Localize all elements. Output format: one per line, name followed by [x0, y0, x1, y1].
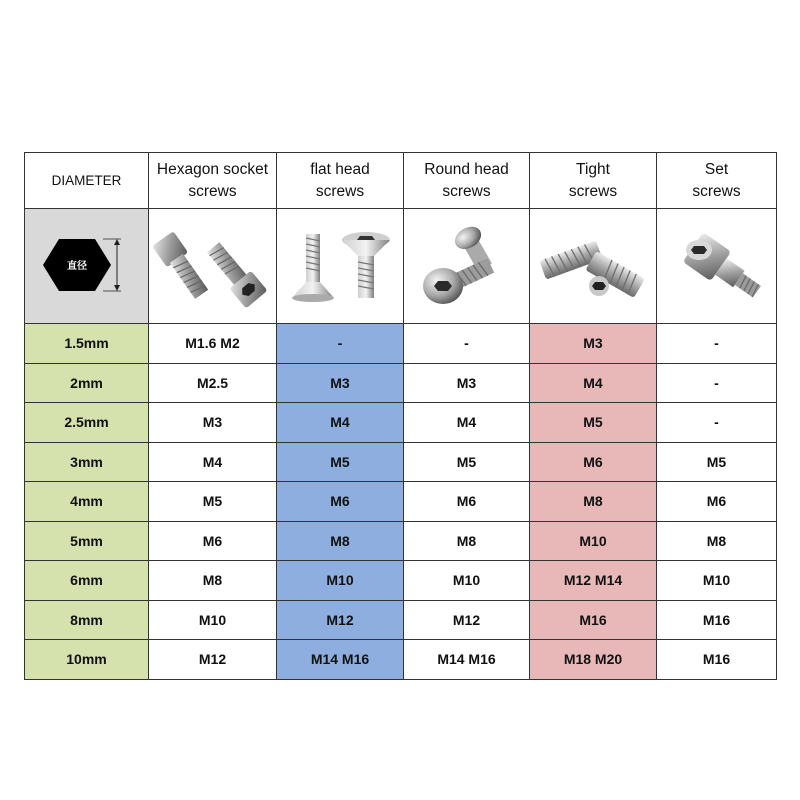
- screw-size-table: [24, 152, 777, 680]
- header-set: Set screws: [657, 153, 777, 209]
- cell-round-head: M10: [404, 561, 530, 601]
- cell-round-head: M4: [404, 403, 530, 443]
- cell-flat-head: M10: [277, 561, 404, 601]
- header-tight: Tight screws: [530, 153, 657, 209]
- cell-tight: M10: [530, 521, 657, 561]
- header-row: [25, 153, 777, 209]
- table-row: [25, 561, 777, 601]
- cell-hexagon-socket: M2.5: [149, 363, 277, 403]
- tight-screw-icon: [531, 220, 655, 310]
- flat-head-screw-icon: [278, 220, 402, 310]
- cell-set: M6: [657, 482, 777, 522]
- cell-tight: M4: [530, 363, 657, 403]
- flat-head-screw-photo: [277, 209, 404, 324]
- cell-tight: M12 M14: [530, 561, 657, 601]
- cell-tight: M8: [530, 482, 657, 522]
- round-head-screw-icon: [405, 220, 529, 310]
- cell-hexagon-socket: M10: [149, 600, 277, 640]
- cell-diameter: 5mm: [25, 521, 149, 561]
- cell-hexagon-socket: M5: [149, 482, 277, 522]
- hexagon-socket-screw-photo: [149, 209, 277, 324]
- cell-set: M16: [657, 640, 777, 680]
- cell-round-head: M3: [404, 363, 530, 403]
- cell-tight: M3: [530, 324, 657, 364]
- cell-flat-head: M5: [277, 442, 404, 482]
- header-round-head: Round head screws: [404, 153, 530, 209]
- image-row: [25, 209, 777, 324]
- cell-round-head: -: [404, 324, 530, 364]
- header-flat-head: flat head screws: [277, 153, 404, 209]
- cell-set: M10: [657, 561, 777, 601]
- table-row: [25, 521, 777, 561]
- cell-set: M8: [657, 521, 777, 561]
- cell-hexagon-socket: M4: [149, 442, 277, 482]
- hexagon-icon: [37, 225, 137, 305]
- cell-set: -: [657, 324, 777, 364]
- cell-flat-head: M14 M16: [277, 640, 404, 680]
- cell-round-head: M12: [404, 600, 530, 640]
- hex-diameter-diagram: [25, 209, 149, 324]
- set-screw-icon: [659, 220, 775, 310]
- header-hexagon-socket: Hexagon socket screws: [149, 153, 277, 209]
- table-row: [25, 482, 777, 522]
- cell-hexagon-socket: M8: [149, 561, 277, 601]
- cell-tight: M6: [530, 442, 657, 482]
- cell-flat-head: -: [277, 324, 404, 364]
- hexagon-socket-screw-icon: [151, 220, 275, 310]
- table-row: [25, 600, 777, 640]
- cell-set: M16: [657, 600, 777, 640]
- cell-flat-head: M6: [277, 482, 404, 522]
- cell-hexagon-socket: M1.6 M2: [149, 324, 277, 364]
- cell-round-head: M5: [404, 442, 530, 482]
- cell-diameter: 4mm: [25, 482, 149, 522]
- svg-text:直径: 直径: [66, 260, 87, 272]
- cell-flat-head: M12: [277, 600, 404, 640]
- cell-diameter: 10mm: [25, 640, 149, 680]
- set-screw-photo: [657, 209, 777, 324]
- table-row: [25, 403, 777, 443]
- cell-tight: M18 M20: [530, 640, 657, 680]
- cell-flat-head: M3: [277, 363, 404, 403]
- cell-set: -: [657, 403, 777, 443]
- cell-diameter: 8mm: [25, 600, 149, 640]
- cell-tight: M16: [530, 600, 657, 640]
- cell-diameter: 1.5mm: [25, 324, 149, 364]
- cell-hexagon-socket: M12: [149, 640, 277, 680]
- cell-flat-head: M4: [277, 403, 404, 443]
- table-row: [25, 442, 777, 482]
- cell-diameter: 2mm: [25, 363, 149, 403]
- cell-diameter: 3mm: [25, 442, 149, 482]
- table-row: [25, 324, 777, 364]
- cell-flat-head: M8: [277, 521, 404, 561]
- cell-set: -: [657, 363, 777, 403]
- table-row: [25, 640, 777, 680]
- round-head-screw-photo: [404, 209, 530, 324]
- cell-round-head: M6: [404, 482, 530, 522]
- cell-hexagon-socket: M6: [149, 521, 277, 561]
- cell-round-head: M8: [404, 521, 530, 561]
- cell-diameter: 2.5mm: [25, 403, 149, 443]
- cell-hexagon-socket: M3: [149, 403, 277, 443]
- cell-set: M5: [657, 442, 777, 482]
- cell-tight: M5: [530, 403, 657, 443]
- table-row: [25, 363, 777, 403]
- header-diameter: DIAMETER: [25, 153, 149, 209]
- cell-diameter: 6mm: [25, 561, 149, 601]
- cell-round-head: M14 M16: [404, 640, 530, 680]
- tight-screw-photo: [530, 209, 657, 324]
